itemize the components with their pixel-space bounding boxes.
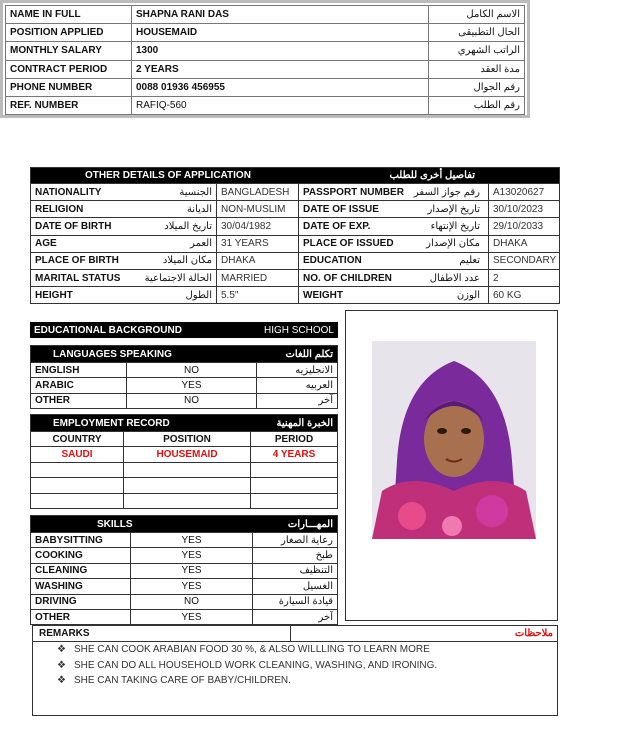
employment-cell: 4 YEARS [251, 447, 338, 462]
photo-frame [345, 310, 558, 621]
remark-item [57, 675, 557, 691]
languages-row [31, 363, 338, 378]
detail-label-ar: تاريخ الإصدار [427, 203, 480, 215]
employment-cell [124, 462, 251, 477]
detail-label-cell [299, 218, 489, 235]
education-label: EDUCATIONAL BACKGROUND [34, 324, 182, 336]
personal-info-table [0, 0, 530, 118]
field-label: REF. NUMBER [6, 96, 132, 114]
detail-label-ar: مكان الإصدار [426, 238, 480, 250]
employment-cell [251, 478, 338, 493]
skills-row [31, 548, 338, 563]
employment-cell [124, 493, 251, 508]
languages-row [31, 378, 338, 393]
detail-label-ar: تعليم [459, 255, 480, 267]
skills-value: NO [131, 594, 253, 609]
detail-label-cell [31, 252, 217, 269]
languages-row [31, 393, 338, 408]
employment-table [30, 414, 338, 509]
employment-column-header: POSITION [124, 432, 251, 447]
detail-value: BANGLADESH [217, 184, 299, 201]
skills-label: WASHING [31, 579, 131, 594]
skills-label: DRIVING [31, 594, 131, 609]
detail-label-cell [31, 218, 217, 235]
skills-title: SKILLS [97, 518, 133, 530]
detail-value: 5.5" [217, 287, 299, 304]
field-label: PHONE NUMBER [6, 78, 132, 96]
employment-row [31, 478, 338, 493]
detail-value: DHAKA [217, 252, 299, 269]
detail-value: NON-MUSLIM [217, 201, 299, 218]
field-label-ar: الراتب الشهري [429, 42, 525, 60]
detail-label: WEIGHT [303, 289, 343, 301]
detail-value: DHAKA [489, 235, 560, 252]
detail-label: RELIGION [35, 203, 84, 215]
field-value: RAFIQ-560 [132, 96, 429, 114]
remarks-title: REMARKS [33, 626, 291, 641]
personal-row [6, 78, 525, 96]
detail-value: 60 KG [489, 287, 560, 304]
detail-label-ar: العمر [190, 238, 212, 250]
employment-cell [31, 478, 124, 493]
remarks-box [32, 625, 558, 716]
skills-row [31, 579, 338, 594]
languages-label-ar: العربيه [257, 378, 338, 393]
detail-label-ar: تاريخ الميلاد [164, 220, 212, 232]
detail-label: MARITAL STATUS [35, 272, 121, 284]
other-details-table [30, 167, 560, 304]
skills-label: BABYSITTING [31, 533, 131, 548]
detail-row [31, 201, 560, 218]
remarks-title-ar: ملاحظات [514, 628, 553, 639]
skills-value: YES [131, 579, 253, 594]
employment-cell: HOUSEMAID [124, 447, 251, 462]
remark-item [57, 644, 557, 660]
skills-row [31, 594, 338, 609]
employment-cell [31, 493, 124, 508]
detail-value: MARRIED [217, 269, 299, 286]
personal-row [6, 24, 525, 42]
detail-value: 29/10/2033 [489, 218, 560, 235]
employment-header-row [31, 432, 338, 447]
languages-label-ar: الانجليزيه [257, 363, 338, 378]
skills-label: COOKING [31, 548, 131, 563]
personal-row [6, 96, 525, 114]
detail-label-cell [31, 269, 217, 286]
skills-value: YES [131, 533, 253, 548]
detail-label-cell [299, 269, 489, 286]
bullet-icon: ❖ [57, 644, 66, 655]
field-label-ar: الاسم الكامل [429, 6, 525, 24]
detail-label: EDUCATION [303, 255, 362, 267]
personal-row [6, 60, 525, 78]
languages-label-ar: آخر [257, 393, 338, 408]
languages-label: ENGLISH [31, 363, 127, 378]
detail-value: SECONDARY [489, 252, 560, 269]
detail-label-cell [299, 235, 489, 252]
detail-label-cell [299, 287, 489, 304]
skills-row [31, 609, 338, 624]
skills-label-ar: قيادة السيارة [253, 594, 338, 609]
personal-row [6, 42, 525, 60]
detail-label-ar: الطول [185, 289, 212, 301]
languages-value: NO [127, 393, 257, 408]
skills-label-ar: التنظيف [253, 563, 338, 578]
detail-value: 31 YEARS [217, 235, 299, 252]
detail-label-ar: مكان الميلاد [162, 255, 212, 267]
field-label-ar: رقم الجوال [429, 78, 525, 96]
detail-value: 30/04/1982 [217, 218, 299, 235]
detail-label-cell [31, 201, 217, 218]
employment-cell [251, 493, 338, 508]
detail-row [31, 184, 560, 201]
skills-label: CLEANING [31, 563, 131, 578]
languages-title-ar: تكلم اللغات [285, 348, 333, 360]
detail-value: A13020627 [489, 184, 560, 201]
field-value: 1300 [132, 42, 429, 60]
skills-label: OTHER [31, 609, 131, 624]
employment-cell [251, 462, 338, 477]
detail-row [31, 218, 560, 235]
field-value: HOUSEMAID [132, 24, 429, 42]
employment-row [31, 493, 338, 508]
employment-title: EMPLOYMENT RECORD [53, 417, 170, 429]
field-label: MONTHLY SALARY [6, 42, 132, 60]
bullet-icon: ❖ [57, 675, 66, 686]
field-value: 0088 01936 456955 [132, 78, 429, 96]
remark-text: SHE CAN TAKING CARE OF BABY/CHILDREN. [73, 675, 291, 686]
detail-label-ar: الحالة الاجتماعية [144, 272, 212, 284]
field-label-ar: الحال التطبيقى [429, 24, 525, 42]
field-label: POSITION APPLIED [6, 24, 132, 42]
other-details-title-ar: تفاصيل أخرى للطلب [389, 170, 475, 181]
detail-row [31, 287, 560, 304]
detail-label-ar: تاريخ الإنتهاء [430, 220, 480, 232]
detail-label-cell [31, 235, 217, 252]
education-bar [30, 322, 338, 338]
skills-title-ar: المهـــارات [287, 518, 333, 530]
field-label-ar: مدة العقد [429, 60, 525, 78]
field-value: SHAPNA RANI DAS [132, 6, 429, 24]
detail-label-ar: الجنسية [179, 186, 212, 198]
detail-row [31, 269, 560, 286]
skills-row [31, 563, 338, 578]
skills-value: YES [131, 609, 253, 624]
detail-label: NATIONALITY [35, 186, 102, 198]
skills-row [31, 533, 338, 548]
skills-value: YES [131, 563, 253, 578]
languages-value: NO [127, 363, 257, 378]
employment-row [31, 462, 338, 477]
detail-label-ar: رقم جواز السفر [413, 186, 480, 198]
education-value: HIGH SCHOOL [263, 324, 334, 336]
detail-label: PASSPORT NUMBER [303, 186, 404, 198]
skills-label-ar: طبخ [253, 548, 338, 563]
detail-row [31, 235, 560, 252]
field-value: 2 YEARS [132, 60, 429, 78]
detail-label: DATE OF ISSUE [303, 203, 379, 215]
bullet-icon: ❖ [57, 659, 66, 671]
detail-label: AGE [35, 238, 57, 250]
detail-label-cell [299, 201, 489, 218]
skills-label-ar: آخر [253, 609, 338, 624]
skills-value: YES [131, 548, 253, 563]
languages-label: OTHER [31, 393, 127, 408]
field-label: NAME IN FULL [6, 6, 132, 24]
languages-value: YES [127, 378, 257, 393]
detail-label-cell [299, 184, 489, 201]
languages-label: ARABIC [31, 378, 127, 393]
detail-label: PLACE OF ISSUED [303, 238, 394, 250]
detail-row [31, 252, 560, 269]
detail-label-ar: عدد الاطفال [429, 272, 480, 284]
detail-label-ar: الديانة [186, 203, 212, 215]
detail-label-cell [31, 287, 217, 304]
detail-label: PLACE OF BIRTH [35, 255, 119, 267]
other-details-title: OTHER DETAILS OF APPLICATION [85, 170, 251, 181]
detail-label: HEIGHT [35, 289, 73, 301]
remark-item [57, 660, 557, 676]
field-label: CONTRACT PERIOD [6, 60, 132, 78]
detail-label-ar: الوزن [456, 289, 480, 301]
skills-label-ar: الغسيل [253, 579, 338, 594]
languages-table [30, 345, 338, 409]
remark-text: SHE CAN DO ALL HOUSEHOLD WORK CLEANING, WASHING, AND IRONING. [73, 659, 438, 671]
detail-label-cell [31, 184, 217, 201]
personal-row [6, 6, 525, 24]
field-label-ar: رقم الطلب [429, 96, 525, 114]
employment-column-header: COUNTRY [31, 432, 124, 447]
employment-column-header: PERIOD [251, 432, 338, 447]
skills-table [30, 515, 338, 625]
detail-value: 30/10/2023 [489, 201, 560, 218]
detail-value: 2 [489, 269, 560, 286]
languages-title: LANGUAGES SPEAKING [53, 348, 172, 360]
employment-title-ar: الخبرة المهنية [276, 417, 333, 429]
employment-cell [31, 462, 124, 477]
employment-cell: SAUDI [31, 447, 124, 462]
detail-label-cell [299, 252, 489, 269]
remark-text: SHE CAN COOK ARABIAN FOOD 30 %, & ALSO WILLLING TO LEARN MORE [73, 644, 430, 655]
applicant-photo [372, 341, 536, 539]
detail-label: DATE OF BIRTH [35, 220, 112, 232]
employment-row [31, 447, 338, 462]
employment-cell [124, 478, 251, 493]
detail-label: NO. OF CHILDREN [303, 272, 392, 284]
skills-label-ar: رعاية الصغار [253, 533, 338, 548]
detail-label: DATE OF EXP. [303, 220, 371, 232]
